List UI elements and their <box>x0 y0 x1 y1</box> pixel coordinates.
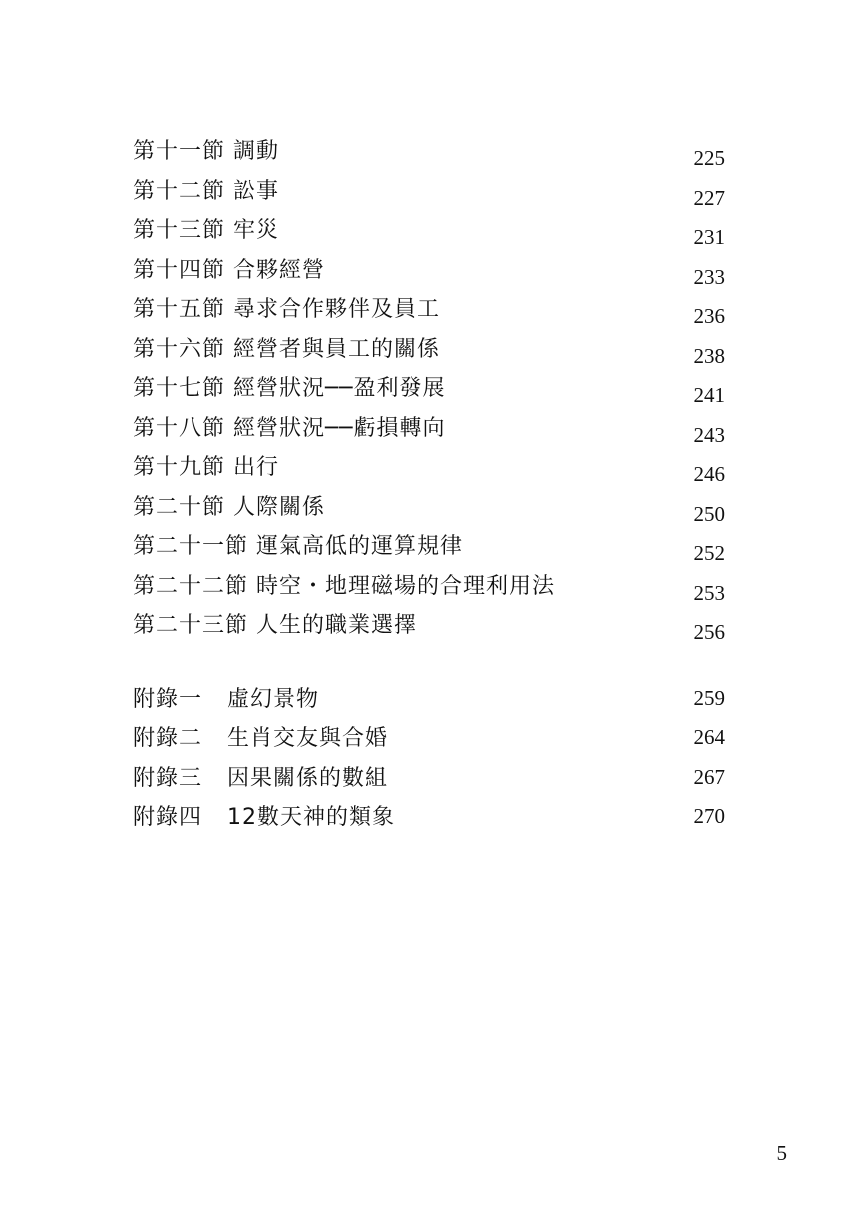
appendix-entry <box>133 765 727 805</box>
appendix-entry-page: 270 <box>693 804 725 828</box>
toc-entry-title: 第二十一節 運氣高低的運算規律 <box>133 534 463 559</box>
toc-entry <box>133 450 727 490</box>
toc-entry <box>133 253 727 293</box>
appendix-label: 附錄一 <box>133 686 203 712</box>
toc-entry-page: 250 <box>693 501 725 526</box>
toc-entry-page: 233 <box>693 264 725 289</box>
appendix-entry-title <box>133 686 319 714</box>
appendix-label: 附錄四 <box>133 805 203 830</box>
appendix-label: 附錄三 <box>133 765 203 791</box>
toc-entry <box>133 213 727 253</box>
toc-entry-page: 231 <box>693 225 725 249</box>
appendix-title: 虛幻景物 <box>227 686 320 712</box>
toc-entry-page: 256 <box>693 620 725 644</box>
toc-entry-page: 246 <box>693 462 725 486</box>
appendix-entry-page: 259 <box>693 685 725 710</box>
toc-entry <box>133 490 727 530</box>
appendix-entry <box>133 686 727 726</box>
toc-entry-title: 第十五節 尋求合作夥伴及員工 <box>133 297 440 322</box>
appendix-entry-title <box>133 725 388 753</box>
appendix-entry-title <box>133 804 395 832</box>
table-of-contents <box>133 134 727 844</box>
toc-entry-title: 第二十節 人際關係 <box>133 494 325 520</box>
toc-entry-page: 253 <box>693 580 725 605</box>
toc-entry-page: 243 <box>693 422 725 447</box>
appendix-title: 因果關係的數組 <box>227 765 389 791</box>
toc-entry-title: 第十三節 牢災 <box>133 218 279 243</box>
toc-entry-page: 252 <box>693 541 725 565</box>
appendix-entry-page: 264 <box>693 725 725 749</box>
toc-entry-page: 236 <box>693 304 725 328</box>
toc-entry-title: 第十四節 合夥經營 <box>133 257 325 283</box>
toc-entry-title: 第十七節 經營狀況──盈利發展 <box>133 376 446 401</box>
toc-entry-title: 第二十三節 人生的職業選擇 <box>133 613 417 638</box>
page-number: 5 <box>776 1141 787 1165</box>
appendix-title: 生肖交友與合婚 <box>227 726 389 751</box>
appendix-entry <box>133 804 727 844</box>
toc-entry-page: 227 <box>693 185 725 210</box>
section-gap <box>133 648 727 686</box>
toc-entry <box>133 332 727 372</box>
toc-entry <box>133 292 727 332</box>
appendix-entry <box>133 725 727 765</box>
toc-entry <box>133 569 727 609</box>
appendix-entry-title <box>133 765 388 793</box>
toc-entry-page: 225 <box>693 146 725 170</box>
appendix-title: 12數天神的類象 <box>227 805 395 830</box>
appendix-label: 附錄二 <box>133 726 203 751</box>
toc-entry <box>133 411 727 451</box>
toc-entry <box>133 608 727 648</box>
toc-entry-title: 第十一節 調動 <box>133 139 279 164</box>
toc-entry <box>133 134 727 174</box>
toc-entry-title: 第十八節 經營狀況──虧損轉向 <box>133 415 446 441</box>
toc-entry <box>133 174 727 214</box>
toc-entry <box>133 371 727 411</box>
toc-entry <box>133 529 727 569</box>
toc-entry-page: 238 <box>693 343 725 368</box>
appendix-entry-page: 267 <box>693 764 725 789</box>
toc-entry-title: 第十九節 出行 <box>133 455 279 480</box>
toc-entry-title: 第十六節 經營者與員工的關係 <box>133 336 440 362</box>
toc-entry-title: 第十二節 訟事 <box>133 178 279 204</box>
toc-entry-title: 第二十二節 時空・地理磁場的合理利用法 <box>133 573 555 599</box>
toc-entry-page: 241 <box>693 383 725 407</box>
